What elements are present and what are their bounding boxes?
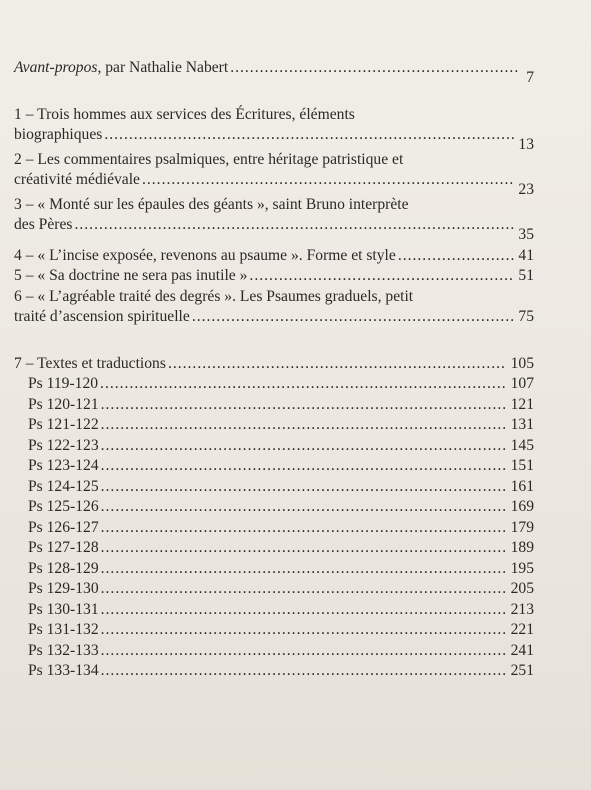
page-number: 221 xyxy=(510,621,534,638)
entry-text-line-2: créativité médiévale xyxy=(14,171,140,188)
dot-leader xyxy=(249,266,514,287)
dot-leader xyxy=(101,456,507,477)
dot-leader xyxy=(101,641,507,662)
dot-leader xyxy=(100,374,507,395)
psalm-label: Ps 120-121 xyxy=(28,395,99,413)
dot-leader xyxy=(101,436,507,457)
list-item xyxy=(14,497,534,518)
dot-leader xyxy=(168,354,507,375)
page-number: 35 xyxy=(518,226,534,243)
toc-entry-chapter-2 xyxy=(14,150,534,198)
psalm-label: Ps 122-123 xyxy=(28,436,99,454)
dot-leader xyxy=(101,579,507,600)
page-number: 51 xyxy=(518,267,534,284)
dot-leader xyxy=(101,600,507,621)
psalm-label: Ps 128-129 xyxy=(28,559,99,577)
psalm-label: Ps 133-134 xyxy=(28,662,99,679)
dot-leader xyxy=(142,170,514,191)
page-number: 151 xyxy=(510,457,534,474)
list-item xyxy=(14,518,534,539)
page-number: 179 xyxy=(510,518,534,536)
toc-entry-chapter-6 xyxy=(14,287,534,328)
entry-text-line-2: biographiques xyxy=(14,126,103,143)
toc-entry-chapter-5 xyxy=(14,266,534,287)
toc-entry-texts-translations xyxy=(14,354,534,375)
dot-leader xyxy=(74,215,514,236)
list-item xyxy=(14,436,534,457)
page-number: 105 xyxy=(510,354,534,372)
list-item xyxy=(14,579,534,600)
entry-text-line-1: 6 – « L’agréable traité des degrés ». Les Psaumes graduels, petit xyxy=(14,287,414,305)
page-number: 7 xyxy=(526,69,534,86)
page-number: 121 xyxy=(510,395,534,413)
dot-leader xyxy=(104,125,514,146)
psalm-label: Ps 123-124 xyxy=(28,457,99,474)
page-number: 145 xyxy=(510,436,534,454)
list-item xyxy=(14,600,534,621)
entry-text-line-2: des Pères xyxy=(14,216,73,233)
entry-text: 5 – « Sa doctrine ne sera pas inutile » xyxy=(14,267,248,284)
psalm-label: Ps 129-130 xyxy=(28,580,99,597)
psalm-label: Ps 127-128 xyxy=(28,539,99,556)
entry-text-line-1: 2 – Les commentaires psalmiques, entre héritage patristique et xyxy=(14,150,404,168)
dot-leader xyxy=(101,620,507,641)
list-item xyxy=(14,477,534,498)
psalm-label: Ps 132-133 xyxy=(28,641,99,659)
dot-leader xyxy=(101,661,507,682)
entry-text-line-1: 3 – « Monté sur les épaules des géants », saint Bruno interprète xyxy=(14,195,409,213)
psalm-label: Ps 130-131 xyxy=(28,600,99,618)
toc-entry-chapter-3 xyxy=(14,195,534,243)
list-item xyxy=(14,415,534,436)
list-item xyxy=(14,559,534,580)
psalm-list xyxy=(14,374,534,682)
dot-leader xyxy=(398,246,515,267)
page-number: 13 xyxy=(518,136,534,153)
list-item xyxy=(14,661,534,682)
psalm-label: Ps 119-120 xyxy=(28,375,99,392)
entry-text: 4 – « L’incise exposée, revenons au psaume ». Forme et style xyxy=(14,246,396,264)
page-number: 213 xyxy=(510,600,534,618)
list-item xyxy=(14,456,534,477)
dot-leader xyxy=(101,497,507,518)
dot-leader xyxy=(101,538,507,559)
foreword-title: Avant-propos, par Nathalie Nabert xyxy=(14,59,229,76)
list-item xyxy=(14,620,534,641)
page-number: 41 xyxy=(518,246,534,264)
dot-leader xyxy=(101,395,507,416)
dot-leader xyxy=(101,415,507,436)
psalm-label: Ps 124-125 xyxy=(28,477,99,495)
psalm-label: Ps 131-132 xyxy=(28,621,99,638)
list-item xyxy=(14,641,534,662)
list-item xyxy=(14,374,534,395)
list-item xyxy=(14,538,534,559)
entry-text-line-1: 1 – Trois hommes aux services des Écritures, éléments xyxy=(14,105,355,123)
page-number: 205 xyxy=(510,580,534,597)
page-number: 241 xyxy=(510,641,534,659)
dot-leader xyxy=(230,58,520,79)
page-number: 23 xyxy=(518,181,534,198)
dot-leader xyxy=(101,559,507,580)
entry-text: 7 – Textes et traductions xyxy=(14,354,166,372)
psalm-label: Ps 125-126 xyxy=(28,498,99,515)
page-number: 169 xyxy=(510,498,534,515)
psalm-label: Ps 121-122 xyxy=(28,416,99,433)
dot-leader xyxy=(192,307,515,328)
page-number: 75 xyxy=(518,308,534,325)
dot-leader xyxy=(101,518,507,539)
page-number: 195 xyxy=(510,559,534,577)
page-number: 131 xyxy=(510,416,534,433)
list-item xyxy=(14,395,534,416)
toc-entry-chapter-1 xyxy=(14,105,534,153)
toc-entry-chapter-4 xyxy=(14,246,534,267)
table-of-contents xyxy=(14,58,534,682)
psalm-label: Ps 126-127 xyxy=(28,518,99,536)
page-number: 161 xyxy=(510,477,534,495)
page-number: 107 xyxy=(510,375,534,392)
toc-entry-foreword xyxy=(14,58,534,86)
dot-leader xyxy=(101,477,507,498)
entry-text-line-2: traité d’ascension spirituelle xyxy=(14,308,190,325)
page-number: 189 xyxy=(510,539,534,556)
page-number: 251 xyxy=(510,662,534,679)
